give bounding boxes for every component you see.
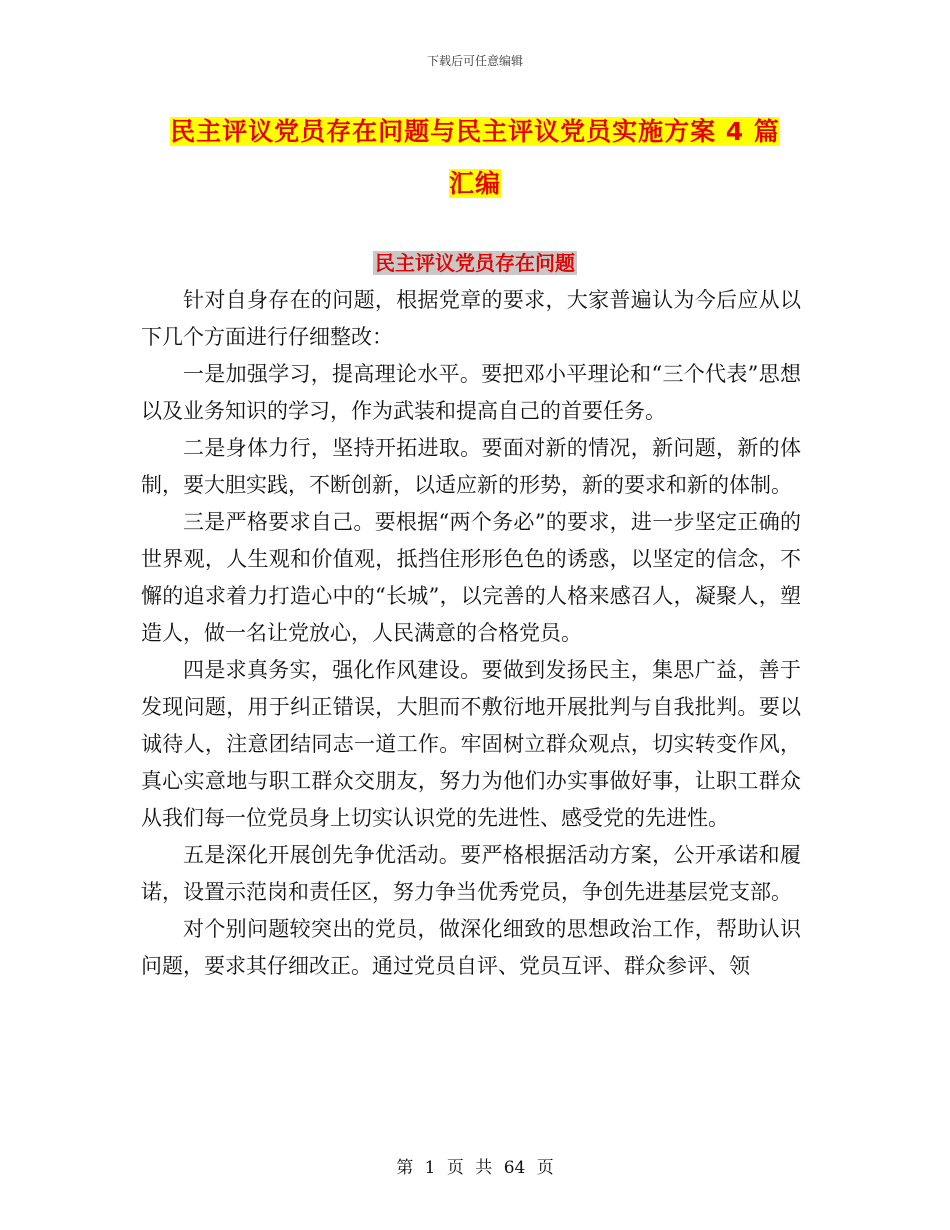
paragraph: 一是加强学习，提高理论水平。要把邓小平理论和“三个代表”思想以及业务知识的学习，作为武装和提高自己的首要任务。 — [141, 362, 801, 423]
section-heading-text: 民主评议党员存在问题 — [375, 251, 575, 275]
paragraph: 四是求真务实，强化作风建设。要做到发扬民主，集思广益，善于发现问题，用于纠正错误，大胆而不敷衍地开展批判与自我批判。要以诚待人，注意团结同志一道工作。牢固树立群众观点，切实转变作风，真心实意地与职工群众交朋友，努力为他们办实事做好事，让职工群众从我们每一位党员身上切实认识党的先进性、感受党的先进性。 — [141, 658, 801, 830]
document-title-line1: 民主评议党员存在问题与民主评议党员实施方案 4 篇 — [170, 117, 780, 146]
document-body — [141, 282, 801, 985]
page-number-footer: 第 1 页 共 64 页 — [396, 1158, 554, 1178]
paragraph: 三是严格要求自己。要根据“两个务必”的要求，进一步坚定正确的世界观，人生观和价值观，抵挡住形形色色的诱惑，以坚定的信念，不懈的追求着力打造心中的“长城”，以完善的人格来感召人，凝聚人，塑造人，做一名让党放心，人民满意的合格党员。 — [141, 510, 801, 645]
paragraph: 对个别问题较突出的党员，做深化细致的思想政治工作，帮助认识问题，要求其仔细改正。通过党员自评、党员互评、群众参评、领 — [141, 917, 801, 978]
document-title-line2: 汇编 — [448, 169, 501, 198]
header-note: 下载后可任意编辑 — [426, 54, 523, 68]
paragraph: 针对自身存在的问题，根据党章的要求，大家普遍认为今后应从以下几个方面进行仔细整改： — [141, 288, 801, 349]
paragraph: 五是深化开展创先争优活动。要严格根据活动方案，公开承诺和履诺，设置示范岗和责任区，努力争当优秀党员，争创先进基层党支部。 — [141, 843, 801, 904]
section-heading — [0, 243, 950, 283]
document-title — [140, 106, 810, 210]
paragraph: 二是身体力行，坚持开拓进取。要面对新的情况，新问题，新的体制，要大胆实践，不断创新，以适应新的形势，新的要求和新的体制。 — [141, 436, 801, 497]
